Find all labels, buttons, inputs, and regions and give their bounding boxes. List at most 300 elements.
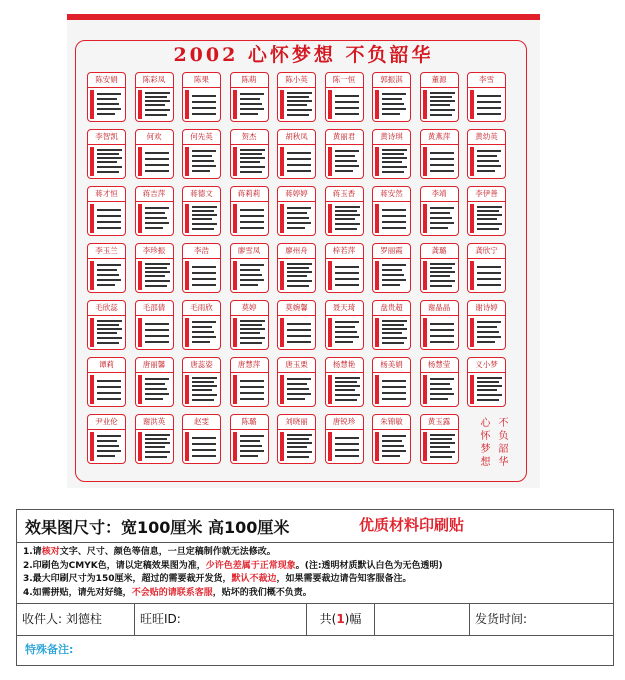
- name-card-line: [192, 155, 212, 157]
- name-card-line: [240, 93, 264, 95]
- name-card-line: [430, 438, 452, 440]
- name-card-line: [287, 378, 311, 380]
- name-card-line: [192, 95, 216, 97]
- name-card-line: [287, 451, 312, 453]
- name-card-bar: [233, 318, 237, 347]
- name-card-line: [382, 337, 407, 339]
- name-card-line: [145, 267, 167, 269]
- name-card-line: [240, 153, 262, 155]
- name-card-bar: [280, 261, 284, 290]
- name-card-label: 陈小英: [278, 73, 315, 88]
- slogan-left: 心怀梦想: [480, 418, 491, 468]
- name-card-line: [145, 217, 167, 219]
- name-card-line: [97, 337, 122, 339]
- name-card-line: [287, 285, 309, 287]
- name-card-line: [382, 269, 402, 271]
- name-card-line: [97, 440, 117, 442]
- name-card-bar: [185, 432, 189, 461]
- name-card: [277, 357, 316, 407]
- name-card-line: [287, 398, 305, 400]
- name-card-label: 莫婷: [231, 301, 268, 316]
- name-card: [372, 243, 411, 293]
- name-card: [372, 186, 411, 236]
- name-card-line: [240, 161, 260, 163]
- name-card-line: [477, 381, 499, 383]
- name-card-bar: [185, 90, 189, 119]
- name-card-label: 李智凯: [88, 130, 125, 145]
- name-card-line: [477, 218, 497, 220]
- name-card-line: [287, 109, 312, 111]
- name-card: [182, 357, 221, 407]
- name-card-label: 杨美娟: [373, 358, 410, 373]
- name-card-line: [145, 275, 165, 277]
- name-card-bar: [423, 261, 427, 290]
- name-card-line: [477, 377, 502, 379]
- copy-count: 共(1)幅: [306, 604, 374, 635]
- name-card-line: [145, 434, 170, 436]
- name-card-line: [240, 108, 264, 110]
- name-card: [277, 72, 316, 122]
- name-card-bar: [233, 375, 237, 404]
- name-card-bar: [328, 318, 332, 347]
- name-card-line: [335, 341, 353, 343]
- name-card-line: [287, 341, 311, 343]
- name-card-line: [382, 227, 406, 229]
- name-card-label: 蒋婷婷: [278, 187, 315, 202]
- name-card-line: [382, 93, 406, 95]
- name-card: [182, 72, 221, 122]
- name-card-line: [192, 321, 216, 323]
- name-card-line: [287, 456, 309, 458]
- name-card-line: [477, 107, 501, 109]
- name-card-line: [145, 388, 167, 390]
- name-card-label: 陈彩凤: [136, 73, 173, 88]
- name-card-line: [477, 101, 501, 103]
- name-card-line: [240, 227, 264, 229]
- name-card-line: [287, 114, 309, 116]
- name-card: [420, 243, 459, 293]
- name-card-bar: [90, 318, 94, 347]
- name-card-line: [287, 212, 307, 214]
- name-card-line: [335, 165, 359, 167]
- name-card-line: [97, 113, 115, 115]
- name-card-label: 蒋德文: [183, 187, 220, 202]
- name-card-line: [287, 92, 312, 94]
- poster-title: 2002 心怀梦想 不负韶华: [67, 40, 540, 67]
- name-card: [277, 129, 316, 179]
- name-card-line: [192, 228, 214, 230]
- name-card-line: [335, 113, 359, 115]
- name-card: [372, 72, 411, 122]
- name-card-line: [192, 214, 217, 216]
- name-card-line: [477, 321, 501, 323]
- name-card: [135, 243, 174, 293]
- name-card-line: [240, 103, 262, 105]
- name-card-line: [192, 381, 214, 383]
- note-2: 2.印刷色为CMYK色，请以定稿效果图为准，少许色差属于正常现象。(注:透明材质默认白色为无色透明): [23, 560, 443, 571]
- name-card-label: 何先英: [183, 130, 220, 145]
- name-card-line: [335, 326, 355, 328]
- name-card-line: [335, 385, 360, 387]
- name-card-line: [97, 332, 117, 334]
- name-card-line: [240, 215, 264, 217]
- name-card-line: [382, 157, 407, 159]
- name-card-line: [287, 271, 312, 273]
- name-card-line: [97, 455, 115, 457]
- name-card-line: [97, 328, 122, 330]
- name-card-line: [477, 113, 501, 115]
- notes: [23, 546, 443, 600]
- name-card-line: [477, 389, 497, 391]
- name-card-bar: [375, 432, 379, 461]
- name-card-bar: [328, 147, 332, 176]
- name-card-label: 唐慧萍: [231, 358, 268, 373]
- name-card-line: [335, 210, 357, 212]
- name-card-line: [240, 269, 260, 271]
- name-card-line: [192, 206, 217, 208]
- name-card-bar: [470, 204, 474, 233]
- name-card-label: 胡秋凤: [278, 130, 315, 145]
- name-card-line: [240, 171, 262, 173]
- name-card-line: [145, 92, 170, 94]
- name-card-line: [477, 331, 499, 333]
- name-card-line: [240, 209, 264, 211]
- name-card-line: [287, 158, 311, 160]
- name-card: [420, 186, 459, 236]
- name-card-line: [335, 331, 357, 333]
- name-card: [325, 186, 364, 236]
- name-card-label: 陈安娟: [88, 73, 125, 88]
- name-card-bar: [233, 261, 237, 290]
- name-card-line: [240, 455, 258, 457]
- name-card-label: 赵雯: [183, 415, 220, 430]
- name-card-bar: [375, 318, 379, 347]
- name-card-bar: [423, 204, 427, 233]
- name-card-line: [430, 100, 455, 102]
- name-card-line: [335, 160, 357, 162]
- name-card-bar: [138, 204, 142, 233]
- name-card-bar: [375, 375, 379, 404]
- name-card: [420, 72, 459, 122]
- name-card-line: [145, 285, 167, 287]
- name-card-line: [335, 101, 359, 103]
- name-card-label: 毛邵倩: [136, 301, 173, 316]
- name-card-bar: [423, 318, 427, 347]
- name-card-line: [335, 389, 355, 391]
- name-card-line: [430, 388, 452, 390]
- name-card-line: [145, 323, 169, 325]
- name-card: [467, 129, 506, 179]
- name-card-label: 杨慧艳: [326, 358, 363, 373]
- name-card-line: [430, 456, 452, 458]
- name-card-line: [335, 377, 360, 379]
- name-card-line: [192, 165, 216, 167]
- name-card-line: [145, 456, 167, 458]
- name-card-line: [430, 227, 448, 229]
- name-card-line: [382, 221, 406, 223]
- name-card-line: [335, 223, 360, 225]
- name-card-line: [97, 215, 121, 217]
- name-card-line: [287, 164, 311, 166]
- name-card-line: [192, 399, 214, 401]
- name-card-line: [335, 443, 359, 445]
- name-card-label: 谢晶晶: [421, 301, 458, 316]
- name-card-bar: [90, 432, 94, 461]
- name-card: [230, 300, 269, 350]
- name-card-line: [430, 323, 454, 325]
- name-card-line: [335, 394, 360, 396]
- name-card-bar: [328, 204, 332, 233]
- name-card: [277, 300, 316, 350]
- order-row: [17, 603, 613, 636]
- name-card-bar: [233, 147, 237, 176]
- name-card: [135, 186, 174, 236]
- name-card-line: [145, 335, 169, 337]
- name-card-line: [335, 155, 355, 157]
- name-card-line: [97, 171, 119, 173]
- name-card-line: [240, 450, 264, 452]
- name-card-label: 蒋莉莉: [231, 187, 268, 202]
- name-card-bar: [233, 90, 237, 119]
- name-card-line: [97, 324, 119, 326]
- name-card: [87, 186, 126, 236]
- name-card-line: [240, 284, 258, 286]
- name-card: [372, 129, 411, 179]
- name-card-line: [430, 271, 455, 273]
- name-card-line: [477, 326, 497, 328]
- name-card-line: [335, 336, 359, 338]
- name-card: [277, 243, 316, 293]
- name-card-bar: [328, 432, 332, 461]
- name-card-label: 刘晓丽: [278, 415, 315, 430]
- name-card-label: 陈果: [183, 73, 220, 88]
- name-card-label: 谢洪英: [136, 415, 173, 430]
- name-card-line: [145, 158, 169, 160]
- name-card-line: [97, 445, 119, 447]
- name-card-line: [287, 329, 311, 331]
- name-card-line: [430, 207, 454, 209]
- name-card-line: [382, 279, 406, 281]
- name-card-line: [287, 104, 307, 106]
- name-card-line: [287, 434, 312, 436]
- name-card-line: [382, 386, 406, 388]
- name-card-line: [430, 341, 454, 343]
- name-card-line: [192, 210, 214, 212]
- name-card-line: [382, 328, 407, 330]
- name-card-line: [240, 113, 258, 115]
- name-card: [230, 414, 269, 464]
- name-card-line: [192, 389, 212, 391]
- name-card-line: [192, 449, 216, 451]
- name-card: [325, 357, 364, 407]
- name-card-bar: [90, 204, 94, 233]
- name-card-line: [477, 284, 501, 286]
- name-card-line: [382, 435, 406, 437]
- name-card-line: [335, 95, 359, 97]
- name-card-label: 朱锦敏: [373, 415, 410, 430]
- name-card: [230, 72, 269, 122]
- name-card-line: [145, 100, 170, 102]
- name-card-line: [430, 393, 454, 395]
- name-card-label: 黄燕萍: [421, 130, 458, 145]
- name-card-bar: [185, 375, 189, 404]
- name-card-line: [97, 279, 121, 281]
- name-card-line: [430, 275, 450, 277]
- name-card-line: [382, 455, 400, 457]
- poster-preview: [67, 14, 540, 488]
- name-card-line: [430, 158, 454, 160]
- name-card-line: [430, 152, 454, 154]
- special-note: 特殊备注:: [25, 643, 74, 656]
- name-card-bar: [423, 147, 427, 176]
- name-card-label: 梓若萍: [326, 244, 363, 259]
- name-card: [467, 357, 506, 407]
- name-card-line: [477, 278, 501, 280]
- name-card-line: [382, 284, 400, 286]
- name-card: [467, 186, 506, 236]
- name-card-bar: [280, 204, 284, 233]
- name-card-line: [192, 101, 216, 103]
- name-card-line: [97, 398, 121, 400]
- name-card-line: [192, 284, 216, 286]
- name-card-line: [382, 392, 406, 394]
- name-card-line: [97, 157, 122, 159]
- name-card-line: [145, 446, 165, 448]
- name-card-line: [145, 442, 170, 444]
- name-card-line: [97, 386, 121, 388]
- name-card-line: [430, 446, 450, 448]
- name-card-line: [477, 394, 502, 396]
- name-card-bar: [280, 375, 284, 404]
- name-card: [325, 129, 364, 179]
- name-card-line: [145, 378, 169, 380]
- name-card-label: 义小梦: [468, 358, 505, 373]
- name-card: [420, 357, 459, 407]
- name-card-line: [477, 385, 502, 387]
- name-card-label: 龚欣宁: [468, 244, 505, 259]
- ship-time: 发货时间:: [469, 604, 613, 635]
- name-card-bar: [138, 318, 142, 347]
- name-card-line: [192, 272, 216, 274]
- name-card-line: [192, 443, 216, 445]
- name-card-line: [430, 222, 454, 224]
- name-card-line: [240, 445, 262, 447]
- name-card-line: [145, 164, 169, 166]
- name-card-line: [477, 341, 495, 343]
- name-card-line: [430, 217, 452, 219]
- name-card-line: [430, 280, 455, 282]
- name-card-bar: [90, 147, 94, 176]
- name-card-line: [477, 150, 501, 152]
- name-card-line: [382, 324, 404, 326]
- name-card-line: [430, 263, 455, 265]
- name-card: [467, 72, 506, 122]
- name-card-bar: [138, 432, 142, 461]
- name-card-line: [240, 324, 262, 326]
- name-card-line: [382, 215, 406, 217]
- name-card-line: [335, 399, 357, 401]
- name-card-label: 毛雨欣: [183, 301, 220, 316]
- name-card-line: [430, 335, 454, 337]
- wangwang-id: 旺旺ID:: [134, 604, 306, 635]
- name-card-line: [335, 272, 359, 274]
- name-card-label: 黄诗琪: [373, 130, 410, 145]
- name-card: [420, 414, 459, 464]
- name-card-line: [240, 435, 264, 437]
- size-row: [17, 510, 613, 543]
- name-card-line: [97, 93, 121, 95]
- name-card-bar: [328, 90, 332, 119]
- name-card-line: [477, 206, 502, 208]
- name-card-line: [145, 170, 169, 172]
- name-card-line: [477, 336, 501, 338]
- name-card-line: [240, 320, 265, 322]
- name-card: [230, 186, 269, 236]
- name-card-line: [145, 114, 167, 116]
- name-card-line: [477, 399, 499, 401]
- name-card-label: 莫婉馨: [278, 301, 315, 316]
- name-card-bar: [185, 204, 189, 233]
- name-card-line: [335, 455, 359, 457]
- name-card-line: [145, 263, 170, 265]
- name-card: [277, 414, 316, 464]
- name-card-line: [430, 114, 452, 116]
- name-card-line: [382, 209, 406, 211]
- name-card-line: [430, 164, 454, 166]
- name-card-line: [287, 267, 309, 269]
- name-card-line: [335, 284, 359, 286]
- name-card-line: [430, 451, 455, 453]
- name-card-line: [145, 104, 165, 106]
- name-card-line: [240, 386, 264, 388]
- name-card-bar: [423, 432, 427, 461]
- name-card-line: [382, 320, 407, 322]
- name-card-bar: [233, 432, 237, 461]
- name-card: [325, 414, 364, 464]
- name-card-bar: [280, 318, 284, 347]
- name-card-line: [97, 342, 119, 344]
- name-card-line: [240, 342, 262, 344]
- name-card: [135, 72, 174, 122]
- name-card-line: [145, 109, 170, 111]
- name-card-line: [382, 108, 406, 110]
- name-card-line: [477, 272, 501, 274]
- name-card-label: 唐锐珍: [326, 415, 363, 430]
- name-card-line: [335, 150, 359, 152]
- name-card-line: [287, 388, 309, 390]
- name-card-line: [287, 335, 311, 337]
- name-card-line: [240, 98, 260, 100]
- name-card: [182, 300, 221, 350]
- name-card: [372, 414, 411, 464]
- name-card-line: [335, 206, 360, 208]
- name-card-line: [287, 438, 309, 440]
- name-card: [87, 129, 126, 179]
- name-card-line: [477, 210, 499, 212]
- name-card: [372, 300, 411, 350]
- name-card-line: [430, 92, 455, 94]
- name-card-line: [287, 383, 307, 385]
- name-card-label: 龚璐: [421, 244, 458, 259]
- size-label: 效果图尺寸：宽100厘米 高100厘米: [25, 518, 290, 537]
- name-card-line: [145, 393, 169, 395]
- slogan-right: 不负韶华: [498, 418, 509, 468]
- name-card-line: [430, 104, 450, 106]
- name-card-line: [335, 449, 359, 451]
- name-card-line: [287, 446, 307, 448]
- name-card-line: [192, 160, 214, 162]
- name-card-line: [477, 160, 499, 162]
